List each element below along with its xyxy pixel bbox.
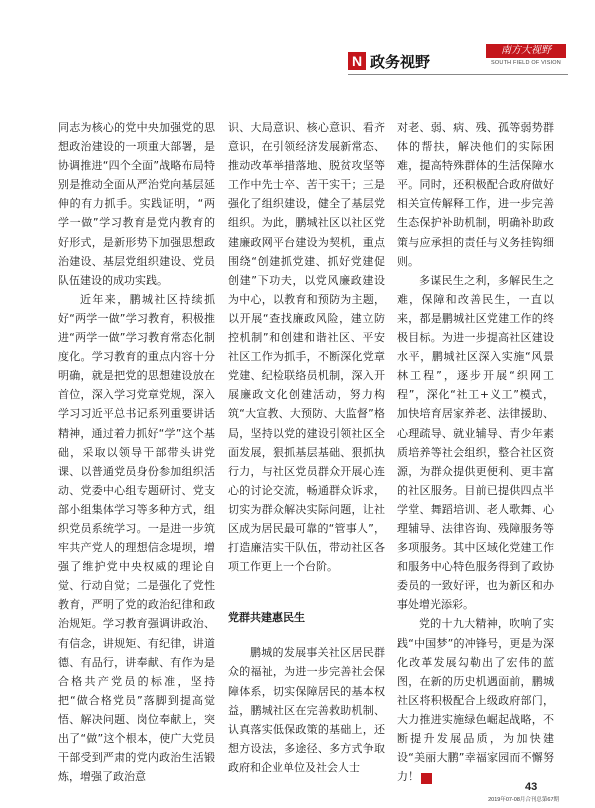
paragraph: 近年来，鹏城社区持续抓好“两学一做”学习教育，积极推进“两学一做”学习教育常态化制度化。学习教育的重点内容十分明确，就是把党的思想建设放在首位，深入学习党章党规，深入学习习近平总书记系列重要讲话精神，通过着力抓好“学”这个基础，采取以领导干部带头讲党课、以普通党员身份参加组织活动、党委中心组专题研讨、党支部小组集体学习等多种方式，组织党员系统学习。一是进一步筑牢共产党人的理想信念堤坝，增强了维护党中央权威的理论自觉、行动自觉；二是强化了党性教育，严明了党的政治纪律和政治规矩。学习教育强调讲政治、有信念，讲规矩、有纪律，讲道德、有品行，讲奉献、有作为是合格共产党员的标准，坚持把“做合格党员”落脚到提高觉悟、解决问题、岗位奉献上，突出了“做”这个根本，使广大党员干部受到严肃的党内政治生活锻炼，增强了政治意 <box>58 292 215 784</box>
issue-info: 2019年07-08月合刊总第67期 <box>488 797 559 803</box>
page-number: 43 <box>525 781 538 793</box>
paragraph: 鹏城的发展事关社区居民群众的福祉，为进一步完善社会保障体系，切实保障居民的基本权益，鹏城社区在完善救助机制、认真落实低保政策的基础上，还想方设法，多途径、多方式争取政府和企业单位及社会人士 <box>228 646 385 774</box>
text-column-3 <box>397 118 554 786</box>
magazine-brand: 南方大视野 <box>486 44 566 58</box>
text-column-2 <box>228 118 385 777</box>
paragraph: 识、大局意识、核心意识、看齐意识，在引领经济发展新常态、推动改革举措落地、脱贫攻坚等工作中先士卒、苦干实干；三是强化了组织建设，健全了基层党组织。为此，鹏城社区以社区党建廉政网平台建设为契机，重点围绕“创建抓党建、抓好党建促创建”下功夫，以党风廉政建设为中心，以教育和预防为主题，以开展“查找廉政风险，建立防控机制”和创建和谐社区、平安社区工作为抓手，不断深化党章党建、纪检联络员机制，深入开展廉政文化创建活动，努力构筑“大宣教、大预防、大监督”格局，坚持以党的建设引领社区全面发展，狠抓基层基础、狠抓执行力，与社区党员群众开展心连心的讨论交流，畅通群众诉求，切实为群众解决实际问题，让社区成为居民最可靠的“管事人”，打造廉洁实干队伍，带动社区各项工作更上一个台阶。 <box>228 121 385 574</box>
page-header <box>348 44 568 76</box>
end-mark-icon: N <box>421 773 432 784</box>
paragraph <box>397 614 554 786</box>
paragraph: 多谋民生之利，多解民生之难，保障和改善民生，一直以来，都是鹏城社区党建工作的终极目标。为进一步提高社区建设水平，鹏城社区深入实施“风景林工程”，逐步开展“织网工程”，深化“社工+义工”模式，加快培育居家养老、法律援助、心理疏导、就业辅导、青少年素质培养等社会组织，整合社区资源，为群众提供更便利、更丰富的社区服务。目前已提供四点半学堂、舞蹈培训、老人歌舞、心理辅导、法律咨询、残障服务等多项服务。其中区域化党建工作和服务中心特色服务得到了政协委员的一致好评，也为新区和办事处增光添彩。 <box>397 273 554 612</box>
section-logo-icon: N <box>348 52 366 70</box>
paragraph: 同志为核心的党中央加强党的思想政治建设的一项重大部署，是协调推进“四个全面”战略布局特别是推动全面从严治党向基层延伸的有力抓手。实践证明，“两学一做”学习教育是党内教育的好形式，是新形势下加强思想政治建设、基层党组织建设、党员队伍建设的成功实践。 <box>58 121 215 287</box>
paragraph: 对老、弱、病、残、孤等弱势群体的帮扶，解决他们的实际困难，提高特殊群体的生活保障水平。同时，还积极配合政府做好相关宣传解释工作，进一步完善生态保护补助机制，明确补助政策与应承担的责任与义务挂钩细则。 <box>397 121 554 268</box>
paragraph-text: 党的十九大精神，吹响了实践“中国梦”的冲锋号，更是为深化改革发展勾勒出了宏伟的蓝图，在新的历史机遇面前，鹏城社区将积极配合上级政府部门，大力推进实施绿色崛起战略，不断提升发展品质，为加快建设“美丽大鹏”幸福家园而不懈努力！ <box>397 617 554 784</box>
header-divider <box>348 74 568 75</box>
text-column-1 <box>58 118 215 786</box>
section-heading: 党群共建惠民生 <box>228 611 305 625</box>
magazine-brand-subtitle: SOUTH FIELD OF VISION <box>491 60 561 66</box>
section-title: 政务视野 <box>370 53 431 71</box>
